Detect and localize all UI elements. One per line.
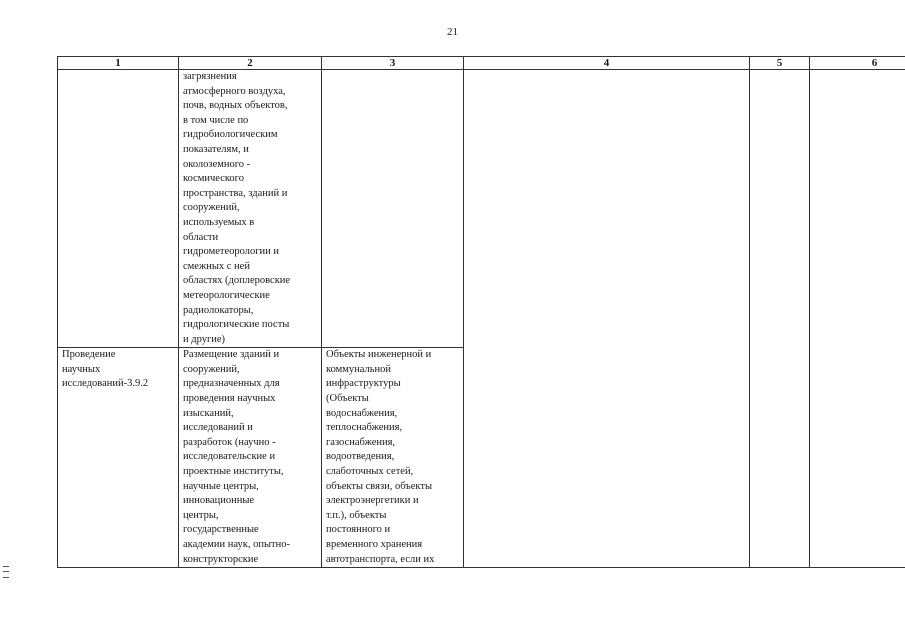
table-row	[58, 348, 905, 568]
cell-text: Объекты инженерной и коммунальной инфраструктуры (Объекты водоснабжения, теплоснабжения, газоснабжения, водоотведения, слаботочных сетей, объекты связи, объекты электроэнергетики и т.п.), объекты постоянного и временного хранения автотранспорта, если их	[326, 349, 435, 565]
table-cell	[810, 348, 905, 568]
table-cell	[58, 70, 179, 348]
table-cell	[464, 348, 750, 568]
cell-text: загрязнения атмосферного воздуха, почв, водных объектов, в том числе по гидробиологическим показателям, и околоземного - космического пространства, зданий и сооружений, используемых в области гидрометеорологии и смежных с ней областях (доплеровские метеорологические радиолокаторы, гидрологические посты и другие)	[183, 71, 291, 345]
header-col-2: 2	[179, 57, 322, 70]
table-cell	[179, 70, 322, 348]
cell-text: Проведение научных исследований-3.9.2	[62, 349, 149, 390]
table-cell	[179, 348, 322, 568]
table-cell	[58, 348, 179, 568]
table-cell	[810, 70, 905, 348]
cell-text: Размещение зданий и сооружений, предназначенных для проведения научных изысканий, исследований и разработок (научно - исследовательские и проектные институты, научные центры, инновационные центры, государственные академии наук, опытно- конструкторские	[183, 349, 290, 565]
header-col-5: 5	[750, 57, 810, 70]
zoning-table	[57, 56, 905, 568]
header-col-6: 6	[810, 57, 905, 70]
table-cell	[464, 70, 750, 348]
header-col-1: 1	[58, 57, 179, 70]
table-cell	[750, 70, 810, 348]
page-number: 21	[447, 26, 458, 38]
table-cell	[322, 348, 464, 568]
header-col-3: 3	[322, 57, 464, 70]
table-cell	[322, 70, 464, 348]
header-row	[58, 57, 905, 70]
margin-mark	[3, 566, 9, 578]
table-cell	[750, 348, 810, 568]
header-col-4: 4	[464, 57, 750, 70]
table-row	[58, 70, 905, 348]
